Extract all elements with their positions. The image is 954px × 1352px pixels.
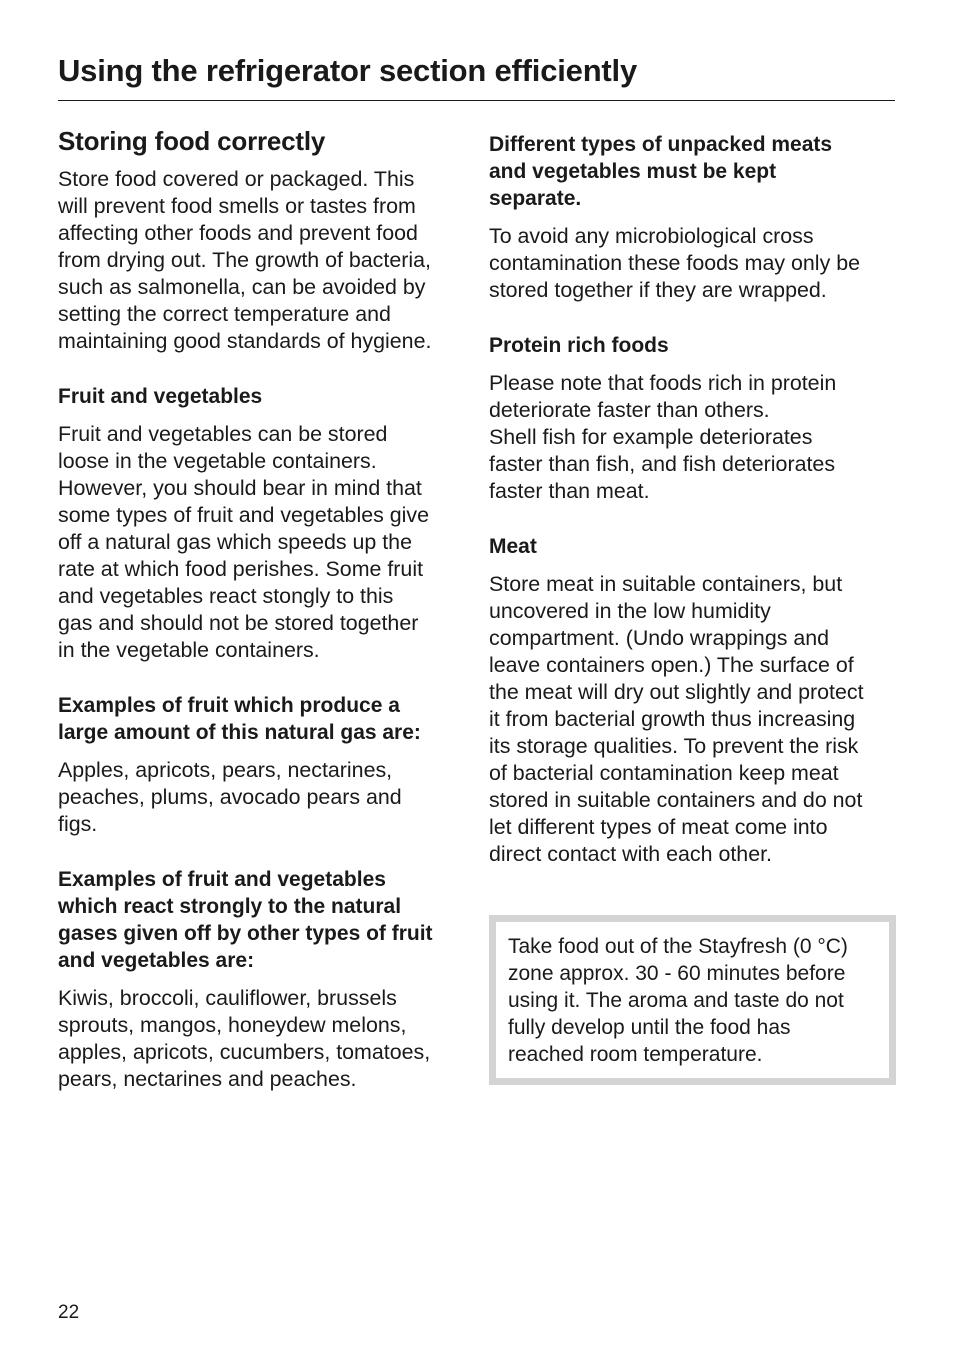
stayfresh-note-text: Take food out of the Stayfresh (0 °C) zone approx. 30 - 60 minutes before using it. The aroma and taste do not fully develop until the food has reached room temperature. (508, 935, 848, 1066)
stayfresh-note-box (489, 915, 896, 1085)
gas-sensitive-heading: Examples of fruit and vegetables which react strongly to the natural gases given off by other types of fruit and vegetables are: (58, 868, 433, 972)
protein-text: Please note that foods rich in protein deteriorate faster than others. Shell fish for example deteriorates faster than fish, and fish deteriorates faster than meat. (489, 371, 837, 503)
left-column (58, 124, 468, 1093)
page-title: Using the refrigerator section efficiently (58, 53, 638, 88)
section-heading-storing-food: Storing food correctly (58, 126, 326, 156)
meat-text: Store meat in suitable containers, but uncovered in the low humidity compartment. (Undo wrappings and leave containers open.) The surface of the meat will dry out slightly and protect it from bacterial growth thus increasing its storage qualities. To prevent the risk of bacterial contamination keep meat stored in suitable containers and do not let different types of meat come into direct contact with each other. (489, 572, 864, 866)
storing-food-intro: Store food covered or packaged. This will prevent food smells or tastes from affecting other foods and prevent food from drying out. The growth of bacteria, such as salmonella, can be avoided by setting the correct temperature and maintaining good standards of hygiene. (58, 167, 432, 353)
right-column (489, 124, 897, 1085)
meat-heading: Meat (489, 535, 537, 558)
separate-storage-text: To avoid any microbiological cross contamination these foods may only be stored together if they are wrapped. (489, 224, 860, 302)
protein-heading: Protein rich foods (489, 334, 669, 357)
page-number: 22 (58, 1302, 80, 1323)
fruit-veg-heading: Fruit and vegetables (58, 385, 263, 408)
title-divider (58, 100, 895, 101)
gas-producers-heading: Examples of fruit which produce a large amount of this natural gas are: (58, 694, 421, 744)
separate-storage-heading: Different types of unpacked meats and vegetables must be kept separate. (489, 133, 833, 210)
gas-producers-text: Apples, apricots, pears, nectarines, peaches, plums, avocado pears and figs. (58, 758, 402, 836)
fruit-veg-text: Fruit and vegetables can be stored loose in the vegetable containers. However, you should bear in mind that some types of fruit and vegetables give off a natural gas which speeds up the rate at which food perishes. Some fruit and vegetables react stongly to this gas and should not be stored together in the vegetable containers. (58, 422, 429, 662)
gas-sensitive-text: Kiwis, broccoli, cauliflower, brussels sprouts, mangos, honeydew melons, apples, apricots, cucumbers, tomatoes, pears, nectarines and peaches. (58, 986, 431, 1091)
